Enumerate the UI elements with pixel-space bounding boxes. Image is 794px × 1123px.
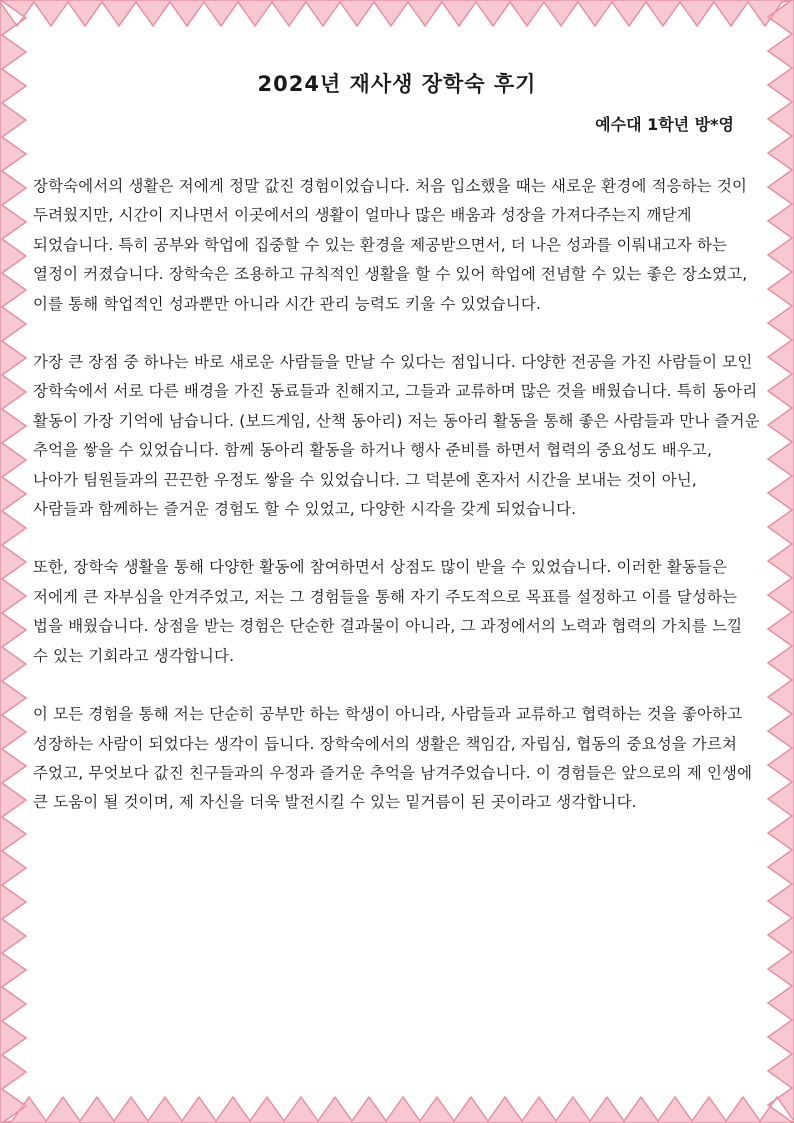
essay-body [33,172,761,847]
paragraph-4: 이 모든 경험을 통해 저는 단순히 공부만 하는 학생이 아니라, 사람들과 교류하고 협력하는 것을 좋아하고 성장하는 사람이 되었다는 생각이 듭니다. 장학숙에서의 생활은 책임감, 자립심, 협동의 중요성을 가르쳐 주었고, 무엇보다 값진 친구들과의 우정과 즐거운 추억을 남겨주었습니다. 이 경험들은 앞으로의 제 인생에 큰 도움이 될 것이며, 제 자신을 더욱 발전시킬 수 있는 밑거름이 된 곳이라고 생각합니다. [33,705,753,812]
paragraph-2: 가장 큰 장점 중 하나는 바로 새로운 사람들을 만날 수 있다는 점입니다. 다양한 전공을 가진 사람들이 모인 장학숙에서 서로 다른 배경을 가진 동료들과 친해지고, 그들과 교류하며 많은 것을 배웠습니다. 특히 동아리 활동이 가장 기억에 남습니다. (보드게임, 산책 동아리) 저는 동아리 활동을 통해 좋은 사람들과 만나 즐거운 추억을 쌓을 수 있었습니다. 함께 동아리 활동을 하거나 행사 준비를 하면서 협력의 중요성도 배우고, 나아가 팀원들과의 끈끈한 우정도 쌓을 수 있었습니다. 그 덕분에 혼자서 시간을 보내는 것이 아닌, 사람들과 함께하는 즐거운 경험도 할 수 있었고, 다양한 시각을 갖게 되었습니다. [33,353,760,519]
paragraph-1: 장학숙에서의 생활은 저에게 정말 값진 경험이었습니다. 처음 입소했을 때는 새로운 환경에 적응하는 것이 두려웠지만, 시간이 지나면서 이곳에서의 생활이 얼마나 많은 배움과 성장을 가져다주는지 깨닫게 되었습니다. 특히 공부와 학업에 집중할 수 있는 환경을 제공받으면서, 더 나은 성과를 이뤄내고자 하는 열정이 커졌습니다. 장학숙은 조용하고 규칙적인 생활을 할 수 있어 학업에 전념할 수 있는 좋은 장소였고, 이를 통해 학업적인 성과뿐만 아니라 시간 관리 능력도 키울 수 있었습니다. [33,177,748,313]
page-title: 2024년 재사생 장학숙 후기 [257,72,537,96]
essay-page [30,60,764,1070]
paragraph-3: 또한, 장학숙 생활을 통해 다양한 활동에 참여하면서 상점도 많이 받을 수 있었습니다. 이러한 활동들은 저에게 큰 자부심을 안겨주었고, 저는 그 경험들을 통해 자기 주도적으로 목표를 설정하고 이를 달성하는 법을 배웠습니다. 상점을 받는 경험은 단순한 결과물이 아니라, 그 과정에서의 노력과 협력의 가치를 느낄 수 있는 기회라고 생각합니다. [33,558,743,665]
author-line: 예수대 1학년 방*영 [595,115,734,134]
